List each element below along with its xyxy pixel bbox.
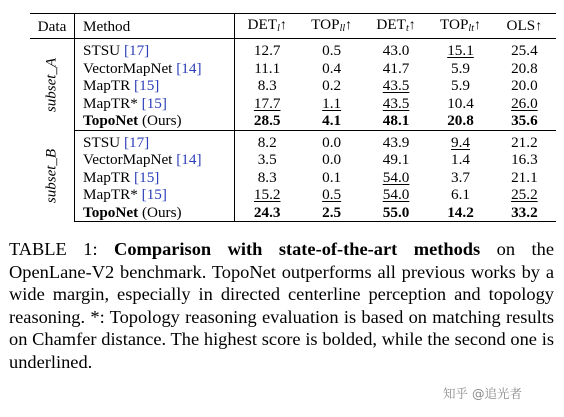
method-name: TopoNet <box>83 203 139 221</box>
subset-cell <box>30 39 75 131</box>
metric-value: 0.2 <box>322 77 342 94</box>
metric-value: 55.0 <box>382 203 410 221</box>
metric-value: 21.1 <box>511 168 538 186</box>
caption-bold: Comparison with state-of-the-art methods <box>114 239 481 259</box>
metric-cell <box>235 112 300 130</box>
metric-value: 25.2 <box>511 186 538 203</box>
metric-cell <box>428 186 492 204</box>
metric-cell <box>428 77 492 95</box>
method-suffix: (Ours) <box>138 112 182 129</box>
metric-cell <box>493 169 556 187</box>
citation-link[interactable]: [14] <box>176 59 202 77</box>
method-name: MapTR <box>83 168 131 186</box>
metric-value: 0.5 <box>322 186 342 203</box>
metric-value: 6.1 <box>451 186 470 203</box>
metric-value: 14.2 <box>447 203 474 221</box>
metric-cell <box>493 95 556 113</box>
table-header-row <box>30 14 556 39</box>
metric-cell <box>493 39 556 60</box>
metric-value: 43.5 <box>382 94 410 112</box>
method-suffix: (Ours) <box>138 203 182 221</box>
metric-cell <box>493 186 556 204</box>
metric-cell <box>428 130 492 151</box>
metric-cell <box>299 60 363 78</box>
metric-cell <box>364 169 428 187</box>
metric-cell <box>235 186 300 204</box>
caption-text: on the OpenLane-V2 benchmark. TopoNet outperforms all previous works by a wide margin, especially in directed centerline perception and topology reasoning. *: Topology reasoning evaluation is based on matching results on Chamfer distance. The highest score is bolded, while the second one is underlined. <box>9 239 554 372</box>
header-method: Method <box>75 14 235 39</box>
metric-value: 54.0 <box>382 186 410 203</box>
metric-cell <box>493 151 556 169</box>
metric-cell <box>364 39 428 60</box>
method-cell <box>75 60 235 78</box>
method-name: STSU <box>83 42 121 59</box>
metric-value: 54.0 <box>382 168 410 186</box>
header-metric-4: OLS↑ <box>493 14 556 39</box>
metric-cell <box>299 169 363 187</box>
metric-cell <box>364 186 428 204</box>
metric-value: 20.0 <box>511 77 538 94</box>
table-row <box>30 39 556 60</box>
metric-value: 2.5 <box>322 203 342 221</box>
metric-cell <box>493 112 556 130</box>
metric-cell <box>299 95 363 113</box>
header-metric-0: $DET_l↑$ <box>235 14 300 39</box>
metric-value: 15.2 <box>253 186 281 203</box>
table-row <box>30 151 556 169</box>
table-row <box>30 204 556 222</box>
metric-value: 8.3 <box>257 77 277 94</box>
method-name: VectorMapNet <box>83 59 173 77</box>
metric-value: 10.4 <box>447 94 474 112</box>
subset-label: subset_A <box>43 57 60 112</box>
method-cell <box>75 77 235 95</box>
header-metric-1: $TOP_{ll}↑$ <box>299 14 363 39</box>
metric-cell <box>299 151 363 169</box>
metric-cell <box>428 95 492 113</box>
metric-cell <box>235 95 300 113</box>
metric-cell <box>299 77 363 95</box>
citation-link[interactable]: [15] <box>141 186 167 203</box>
metric-cell <box>364 130 428 151</box>
metric-value: 48.1 <box>382 112 410 129</box>
metric-value: 0.0 <box>322 133 342 151</box>
method-name: MapTR* <box>83 186 138 203</box>
metric-cell <box>235 151 300 169</box>
table-caption <box>9 238 554 374</box>
method-cell <box>75 130 235 151</box>
subset-cell <box>30 130 75 222</box>
table-row <box>30 77 556 95</box>
watermark: 知乎 @追光者 <box>443 386 522 401</box>
metric-value: 35.6 <box>511 112 538 129</box>
metric-cell <box>299 130 363 151</box>
metric-value: 21.2 <box>511 133 538 151</box>
table-row <box>30 169 556 187</box>
caption-label: TABLE 1: <box>9 239 115 259</box>
metric-value: 4.1 <box>322 112 342 129</box>
metric-value: 20.8 <box>511 59 538 77</box>
metric-value: 15.1 <box>447 42 474 59</box>
metric-value: 1.4 <box>451 151 470 168</box>
metric-value: 24.3 <box>253 203 281 221</box>
table-row <box>30 95 556 113</box>
metric-cell <box>364 204 428 222</box>
method-cell <box>75 204 235 222</box>
method-cell <box>75 112 235 130</box>
method-name: MapTR <box>83 77 131 94</box>
subset-label: subset_B <box>43 148 60 203</box>
citation-link[interactable]: [17] <box>123 133 150 151</box>
table-row <box>30 130 556 151</box>
method-cell <box>75 151 235 169</box>
method-cell <box>75 169 235 187</box>
metric-cell <box>364 112 428 130</box>
metric-value: 8.2 <box>257 133 277 151</box>
metric-value: 43.9 <box>382 133 410 151</box>
metric-cell <box>235 204 300 222</box>
metric-cell <box>364 60 428 78</box>
metric-value: 28.5 <box>253 112 281 129</box>
metric-value: 3.7 <box>451 168 470 186</box>
metric-cell <box>428 169 492 187</box>
metric-cell <box>235 39 300 60</box>
metric-value: 5.9 <box>451 77 470 94</box>
citation-link[interactable]: [17] <box>123 42 150 59</box>
metric-cell <box>299 186 363 204</box>
metric-value: 41.7 <box>382 59 410 77</box>
metric-cell <box>428 39 492 60</box>
metric-cell <box>493 130 556 151</box>
table-group-subset-b <box>30 130 556 222</box>
metric-cell <box>364 151 428 169</box>
metric-value: 0.0 <box>322 151 342 168</box>
metric-cell <box>299 112 363 130</box>
metric-value: 12.7 <box>253 42 281 59</box>
metric-value: 0.5 <box>322 42 342 59</box>
table-row <box>30 112 556 130</box>
header-metric-3: $TOP_{lt}↑$ <box>428 14 492 39</box>
metric-value: 9.4 <box>451 133 470 151</box>
metric-cell <box>235 77 300 95</box>
method-name: MapTR* <box>83 94 138 112</box>
metric-value: 16.3 <box>511 151 538 168</box>
metric-value: 11.1 <box>254 59 281 77</box>
metric-cell <box>235 169 300 187</box>
metric-cell <box>364 77 428 95</box>
table-row <box>30 60 556 78</box>
metric-cell <box>235 130 300 151</box>
metric-value: 20.8 <box>447 112 474 129</box>
metric-value: 43.5 <box>382 77 410 94</box>
header-data: Data <box>30 14 75 39</box>
metric-value: 0.4 <box>322 59 342 77</box>
citation-link[interactable]: [15] <box>134 77 160 94</box>
metric-cell <box>428 204 492 222</box>
header-metric-2: $DET_t↑$ <box>364 14 428 39</box>
metric-value: 1.1 <box>322 94 342 112</box>
citation-link[interactable]: [14] <box>176 151 202 168</box>
method-cell <box>75 95 235 113</box>
metric-value: 17.7 <box>253 94 281 112</box>
citation-link[interactable]: [15] <box>134 168 160 186</box>
metric-cell <box>428 151 492 169</box>
method-cell <box>75 186 235 204</box>
metric-value: 0.1 <box>322 168 342 186</box>
metric-cell <box>493 204 556 222</box>
metric-cell <box>428 60 492 78</box>
metric-value: 49.1 <box>382 151 410 168</box>
metric-value: 5.9 <box>451 59 470 77</box>
metric-cell <box>299 39 363 60</box>
metric-cell <box>299 204 363 222</box>
method-name: TopoNet <box>83 112 139 129</box>
metric-cell <box>493 77 556 95</box>
metric-value: 33.2 <box>511 203 538 221</box>
method-name: VectorMapNet <box>83 151 173 168</box>
metric-value: 43.0 <box>382 42 410 59</box>
table-row <box>30 186 556 204</box>
table-group-subset-a <box>30 39 556 131</box>
metric-cell <box>364 95 428 113</box>
results-table <box>30 13 556 222</box>
metric-cell <box>493 60 556 78</box>
metric-value: 26.0 <box>511 94 538 112</box>
method-name: STSU <box>83 133 121 151</box>
metric-value: 8.3 <box>257 168 277 186</box>
citation-link[interactable]: [15] <box>141 94 167 112</box>
metric-cell <box>235 60 300 78</box>
metric-value: 25.4 <box>511 42 538 59</box>
metric-cell <box>428 112 492 130</box>
metric-value: 3.5 <box>257 151 277 168</box>
method-cell <box>75 39 235 60</box>
